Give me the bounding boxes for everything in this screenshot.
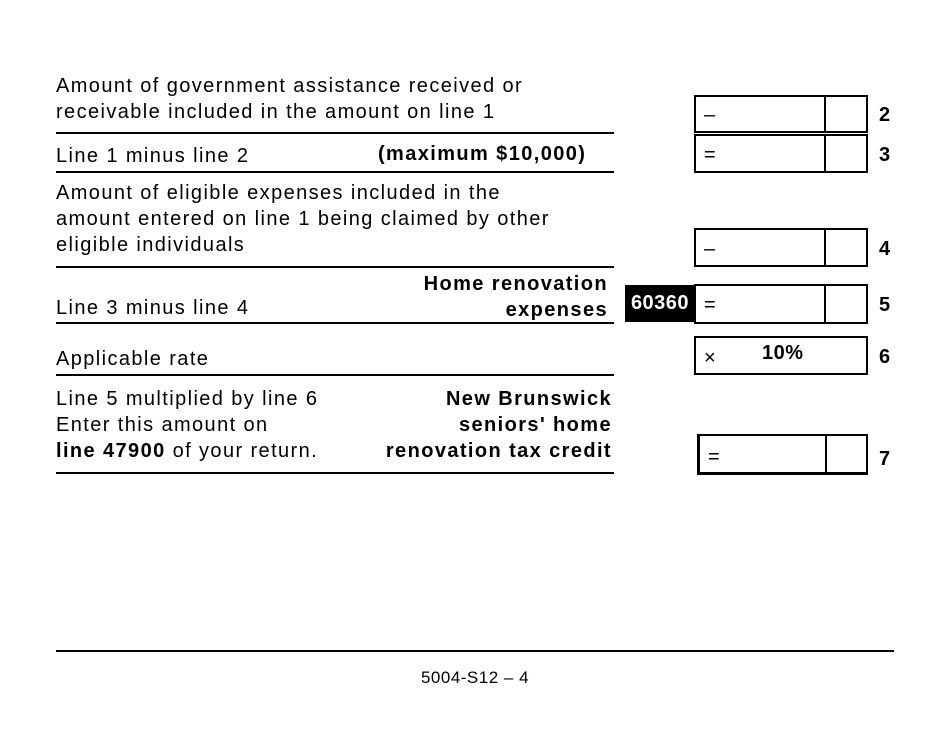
equals-operator: = xyxy=(708,446,720,468)
cents-divider xyxy=(824,97,826,131)
line-number-5: 5 xyxy=(879,294,891,316)
line6-description: Applicable rate xyxy=(56,348,210,370)
line7-label-2: seniors' home xyxy=(459,414,612,436)
line4-description-1: Amount of eligible expenses included in the xyxy=(56,182,501,204)
line4-amount-box xyxy=(694,228,868,267)
line4-cents-input[interactable] xyxy=(828,230,862,264)
line7-description-3 xyxy=(56,438,318,464)
line-number-4: 4 xyxy=(879,238,891,260)
line4-divider xyxy=(56,266,614,268)
line7-cents-input[interactable] xyxy=(829,436,863,470)
line4-description-2: amount entered on line 1 being claimed by other xyxy=(56,208,550,230)
applicable-rate-value: 10% xyxy=(762,342,804,364)
line2-amount-input[interactable] xyxy=(722,97,820,131)
line5-label-1: Home renovation xyxy=(423,273,608,295)
minus-operator: – xyxy=(704,238,716,260)
line3-description: Line 1 minus line 2 xyxy=(56,145,250,167)
minus-operator: – xyxy=(704,104,716,126)
line5-amount-box xyxy=(694,284,868,324)
line7-label-1: New Brunswick xyxy=(445,388,612,410)
line7-amount-box xyxy=(697,434,868,475)
equals-operator: = xyxy=(704,144,716,166)
cents-divider xyxy=(824,230,826,265)
line5-description: Line 3 minus line 4 xyxy=(56,297,250,319)
line3-cents-input[interactable] xyxy=(828,136,862,170)
line7-label-3: renovation tax credit xyxy=(385,440,612,462)
line4-description-3: eligible individuals xyxy=(56,234,246,256)
field-code-60360: 60360 xyxy=(625,285,695,322)
line7-description-2: Enter this amount on xyxy=(56,414,269,436)
line5-label-2: expenses xyxy=(505,299,608,321)
equals-operator: = xyxy=(704,294,716,316)
line7-divider xyxy=(56,472,614,474)
form-page-identifier: 5004-S12 – 4 xyxy=(420,668,530,687)
line3-amount-input[interactable] xyxy=(722,136,820,170)
line-number-3: 3 xyxy=(879,144,891,166)
line6-rate-box xyxy=(694,336,868,375)
line3-maximum-note: (maximum $10,000) xyxy=(378,143,587,165)
footer-divider xyxy=(56,650,894,652)
line6-divider xyxy=(56,374,614,376)
multiply-operator: × xyxy=(704,347,716,369)
line4-amount-input[interactable] xyxy=(722,230,820,264)
line-47900-reference: line 47900 xyxy=(56,440,166,462)
line2-cents-input[interactable] xyxy=(828,97,862,131)
line2-divider xyxy=(56,132,614,134)
line-number-7: 7 xyxy=(879,448,891,470)
line2-description-2: receivable included in the amount on line 1 xyxy=(56,101,496,123)
line3-divider xyxy=(56,171,614,173)
line2-amount-box xyxy=(694,95,868,133)
line5-cents-input[interactable] xyxy=(828,286,862,320)
line-number-2: 2 xyxy=(879,104,891,126)
cents-divider xyxy=(824,286,826,322)
line2-description-1: Amount of government assistance received or xyxy=(56,75,524,97)
line-number-6: 6 xyxy=(879,346,891,368)
cents-divider xyxy=(825,436,827,472)
line5-divider xyxy=(56,322,614,324)
line5-amount-input[interactable] xyxy=(722,286,820,320)
cents-divider xyxy=(824,136,826,171)
line3-amount-box xyxy=(694,134,868,173)
line7-description-1: Line 5 multiplied by line 6 xyxy=(56,388,319,410)
line7-description-3-rest: of your return. xyxy=(165,440,319,462)
line7-amount-input[interactable] xyxy=(726,436,824,470)
